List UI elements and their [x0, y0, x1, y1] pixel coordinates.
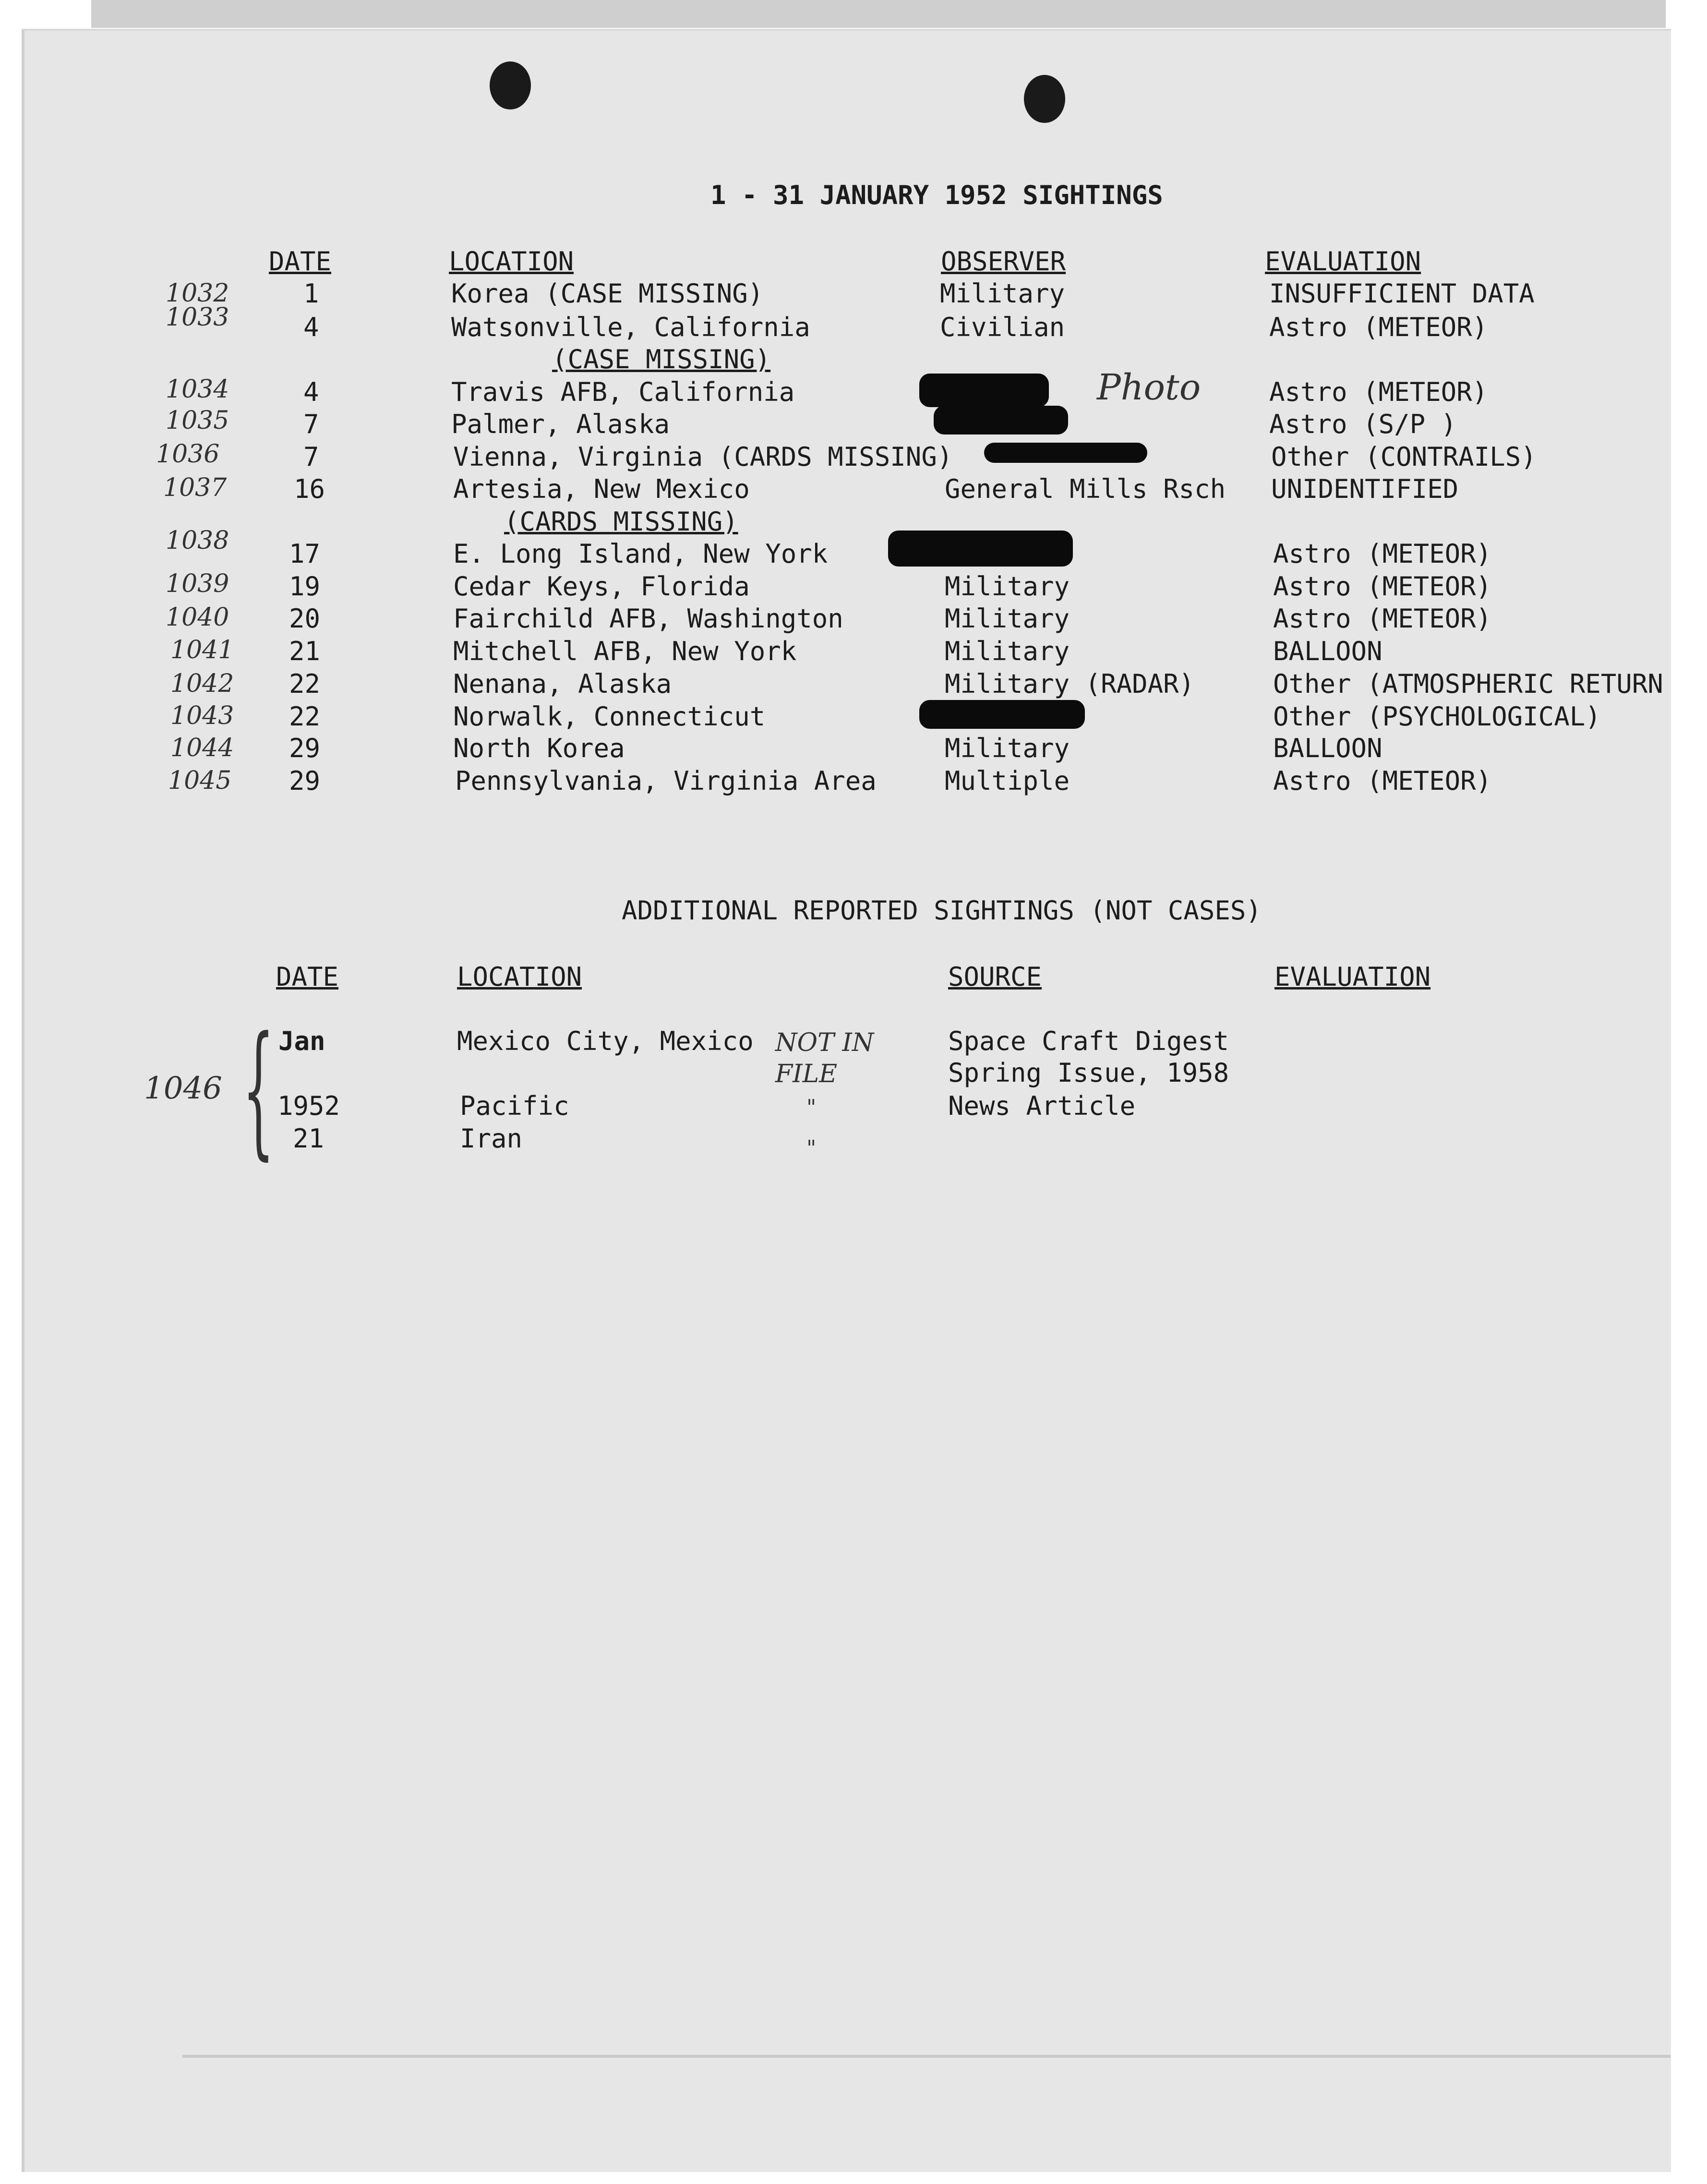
additional-header-location: LOCATION: [457, 962, 582, 992]
row-evaluation: Astro (METEOR): [1269, 312, 1488, 342]
case-number: 1034: [166, 375, 229, 404]
row-evaluation: Astro (METEOR): [1273, 766, 1492, 796]
row-location: Fairchild AFB, Washington: [453, 603, 843, 634]
row-location: Artesia, New Mexico: [453, 474, 750, 504]
additional-title: ADDITIONAL REPORTED SIGHTINGS (NOT CASES): [622, 895, 1262, 926]
row-observer: Military: [945, 571, 1070, 602]
row-location: Korea (CASE MISSING): [451, 278, 764, 309]
redaction-mark: [934, 406, 1068, 434]
row-location-note: (CASE MISSING): [552, 344, 771, 374]
row-date: 16: [294, 474, 325, 504]
row-observer: General Mills Rsch: [945, 474, 1226, 504]
row-location: Palmer, Alaska: [451, 409, 670, 439]
row-date: 4: [303, 312, 319, 342]
row-date: 4: [303, 377, 319, 407]
row-evaluation: Astro (METEOR): [1269, 377, 1488, 407]
additional-source: News Article: [948, 1091, 1136, 1121]
row-observer: Multiple: [945, 766, 1070, 796]
redaction-mark: [888, 531, 1073, 567]
row-location: North Korea: [453, 733, 625, 763]
row-observer: Military: [945, 636, 1070, 666]
row-evaluation: Astro (METEOR): [1273, 603, 1492, 634]
additional-location: Iran: [460, 1123, 523, 1154]
row-location: Cedar Keys, Florida: [453, 571, 750, 602]
row-evaluation: BALLOON: [1273, 636, 1382, 666]
case-number: 1037: [163, 473, 227, 502]
ditto-mark: ": [806, 1095, 817, 1120]
row-location: Nenana, Alaska: [453, 669, 672, 699]
ditto-mark: ": [806, 1136, 817, 1160]
additional-source: Space Craft Digest: [948, 1026, 1229, 1056]
case-number: 1044: [170, 734, 234, 762]
row-evaluation: Other (ATMOSPHERIC RETURN: [1273, 669, 1663, 699]
redaction-mark: [984, 443, 1147, 463]
redaction-mark: [919, 700, 1085, 729]
row-date: 7: [303, 409, 319, 439]
row-date: 7: [303, 442, 319, 472]
additional-date: 1952: [277, 1091, 340, 1121]
header-location: LOCATION: [449, 246, 574, 277]
row-evaluation: UNIDENTIFIED: [1271, 474, 1459, 504]
case-number: 1035: [166, 406, 229, 435]
additional-date: Jan: [278, 1026, 325, 1056]
row-evaluation: Astro (METEOR): [1273, 571, 1492, 602]
header-evaluation: EVALUATION: [1265, 246, 1421, 277]
not-in-file-note: NOT IN FILE: [775, 1028, 874, 1088]
case-number: 1041: [170, 636, 234, 664]
row-observer: Civilian: [940, 312, 1065, 342]
row-location: Mitchell AFB, New York: [453, 636, 797, 666]
punch-hole-right: [1024, 75, 1065, 123]
case-number: 1039: [166, 569, 229, 598]
row-evaluation: INSUFFICIENT DATA: [1269, 278, 1535, 309]
row-location: Travis AFB, California: [451, 377, 795, 407]
row-date: 22: [289, 701, 321, 732]
case-number: 1038: [166, 526, 229, 555]
case-number: 1043: [170, 701, 234, 730]
case-number: 1040: [166, 603, 229, 632]
additional-source-line2: Spring Issue, 1958: [948, 1058, 1229, 1088]
row-date: 21: [289, 636, 321, 666]
row-evaluation: Astro (METEOR): [1273, 539, 1492, 569]
additional-case-number: 1046: [144, 1071, 222, 1106]
row-evaluation: Other (PSYCHOLOGICAL): [1273, 701, 1601, 732]
row-date: 1: [303, 278, 319, 309]
redaction-mark: [919, 374, 1049, 407]
row-location: Watsonville, California: [451, 312, 810, 342]
row-observer: Military: [945, 603, 1070, 634]
additional-header-date: DATE: [276, 962, 339, 992]
scan-bottom-edge: [182, 2055, 1671, 2058]
additional-location: Pacific: [460, 1091, 569, 1121]
additional-date: 21: [293, 1123, 325, 1154]
additional-location: Mexico City, Mexico: [457, 1026, 754, 1056]
row-date: 17: [289, 539, 321, 569]
photo-note: Photo: [1097, 367, 1201, 408]
row-location: Norwalk, Connecticut: [453, 701, 766, 732]
case-number: 1042: [170, 669, 234, 698]
page-title: 1 - 31 JANUARY 1952 SIGHTINGS: [710, 180, 1163, 210]
row-observer: Military: [945, 733, 1070, 763]
case-number: 1033: [166, 303, 229, 332]
row-date: 22: [289, 669, 321, 699]
case-number: 1032: [166, 279, 229, 308]
hand-drawn-brace: {: [242, 1006, 275, 1173]
row-location-note: (CARDS MISSING): [504, 507, 738, 537]
row-date: 20: [289, 603, 321, 634]
header-date: DATE: [269, 246, 332, 277]
row-observer: Military: [940, 278, 1065, 309]
row-location: Vienna, Virginia (CARDS MISSING): [453, 442, 953, 472]
row-evaluation: Other (CONTRAILS): [1271, 442, 1537, 472]
scan-top-strip: [91, 0, 1666, 28]
row-observer: Military (RADAR): [945, 669, 1195, 699]
punch-hole-left: [490, 61, 531, 109]
row-date: 29: [289, 733, 321, 763]
row-date: 29: [289, 766, 321, 796]
case-number: 1045: [168, 766, 232, 795]
row-evaluation: BALLOON: [1273, 733, 1382, 763]
row-location: Pennsylvania, Virginia Area: [455, 766, 877, 796]
row-location: E. Long Island, New York: [453, 539, 828, 569]
header-observer: OBSERVER: [941, 246, 1066, 277]
additional-header-source: SOURCE: [948, 962, 1042, 992]
additional-header-evaluation: EVALUATION: [1274, 962, 1431, 992]
case-number: 1036: [156, 440, 220, 469]
row-evaluation: Astro (S/P ): [1269, 409, 1457, 439]
row-date: 19: [289, 571, 321, 602]
